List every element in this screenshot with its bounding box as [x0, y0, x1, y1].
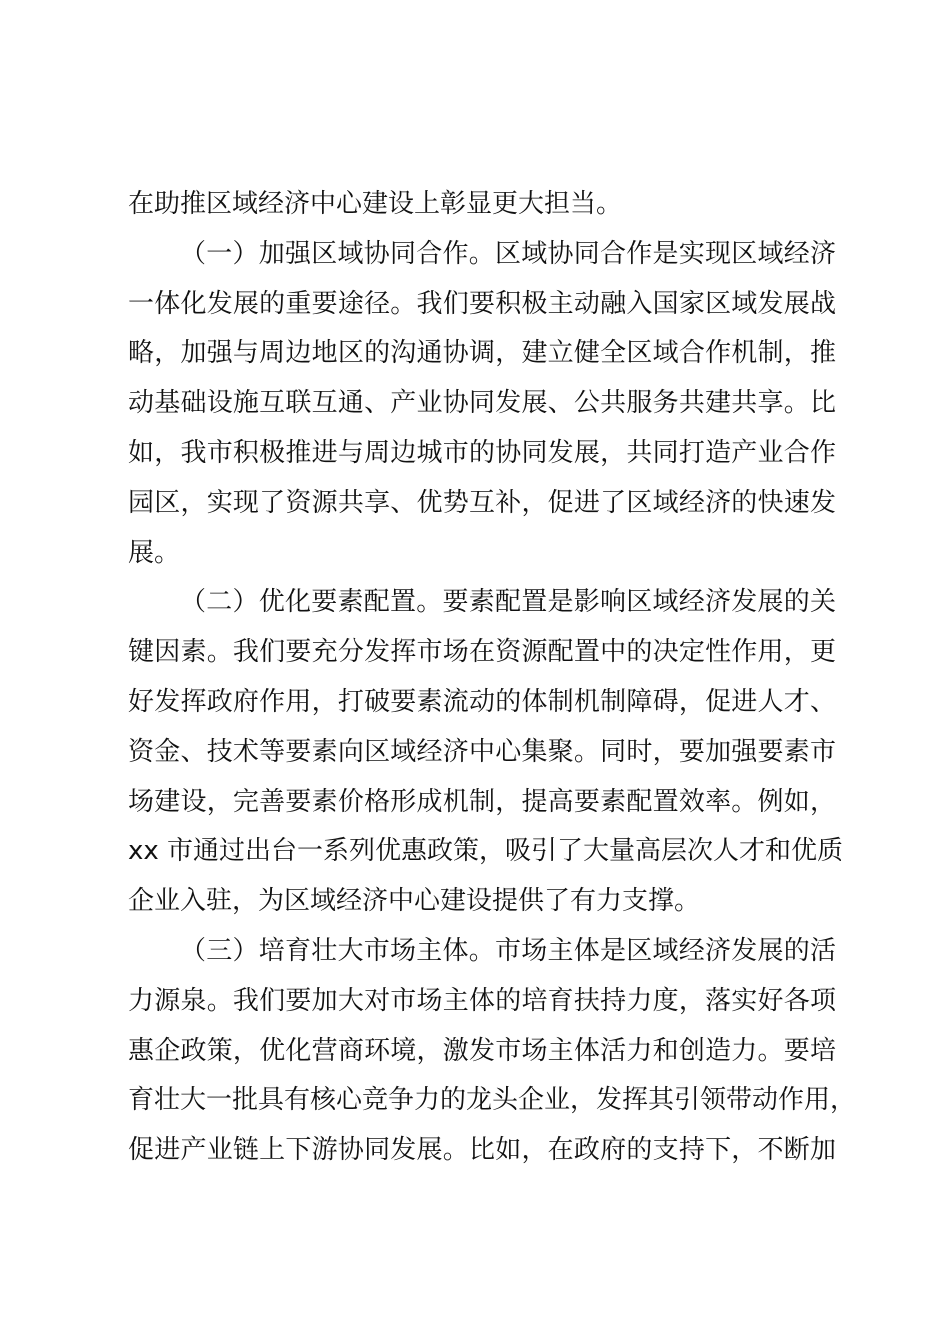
- paragraph-line: 力源泉。我们要加大对市场主体的培育扶持力度，落实好各项: [128, 985, 836, 1016]
- paragraph-line: 企业入驻，为区域经济中心建设提供了有力支撑。: [128, 886, 701, 917]
- paragraph-line: xx 市通过出台一系列优惠政策，吸引了大量高层次人才和优质: [128, 836, 844, 867]
- paragraph-line: 园区，实现了资源共享、优势互补，促进了区域经济的快速发: [128, 487, 836, 518]
- paragraph-line: 略，加强与周边地区的沟通协调，建立健全区域合作机制，推: [128, 338, 836, 369]
- paragraph-line: 促进产业链上下游协同发展。比如，在政府的支持下，不断加: [128, 1135, 836, 1166]
- paragraph-line: 惠企政策，优化营商环境，激发市场主体活力和创造力。要培: [128, 1035, 836, 1066]
- section-heading-line: （一）加强区域协同合作。区域协同合作是实现区域经济: [180, 238, 836, 269]
- paragraph-line: 键因素。我们要充分发挥市场在资源配置中的决定性作用，更: [128, 637, 836, 668]
- paragraph-line: 动基础设施互联互通、产业协同发展、公共服务共建共享。比: [128, 388, 836, 419]
- paragraph-line: 一体化发展的重要途径。我们要积极主动融入国家区域发展战: [128, 288, 836, 319]
- paragraph-line: 展。: [128, 537, 181, 568]
- paragraph-line: 如，我市积极推进与周边城市的协同发展，共同打造产业合作: [128, 437, 836, 468]
- section-heading-line: （三）培育壮大市场主体。市场主体是区域经济发展的活: [180, 935, 836, 966]
- paragraph-line: 育壮大一批具有核心竞争力的龙头企业，发挥其引领带动作用，: [128, 1085, 857, 1116]
- section-heading-line: （二）优化要素配置。要素配置是影响区域经济发展的关: [180, 587, 836, 618]
- paragraph-line: 在助推区域经济中心建设上彰显更大担当。: [128, 189, 623, 219]
- paragraph-line: 场建设，完善要素价格形成机制，提高要素配置效率。例如，: [128, 786, 836, 817]
- paragraph-line: 好发挥政府作用，打破要素流动的体制机制障碍，促进人才、: [128, 686, 836, 717]
- document-body: [128, 180, 857, 1176]
- paragraph-line: 资金、技术等要素向区域经济中心集聚。同时，要加强要素市: [128, 736, 836, 767]
